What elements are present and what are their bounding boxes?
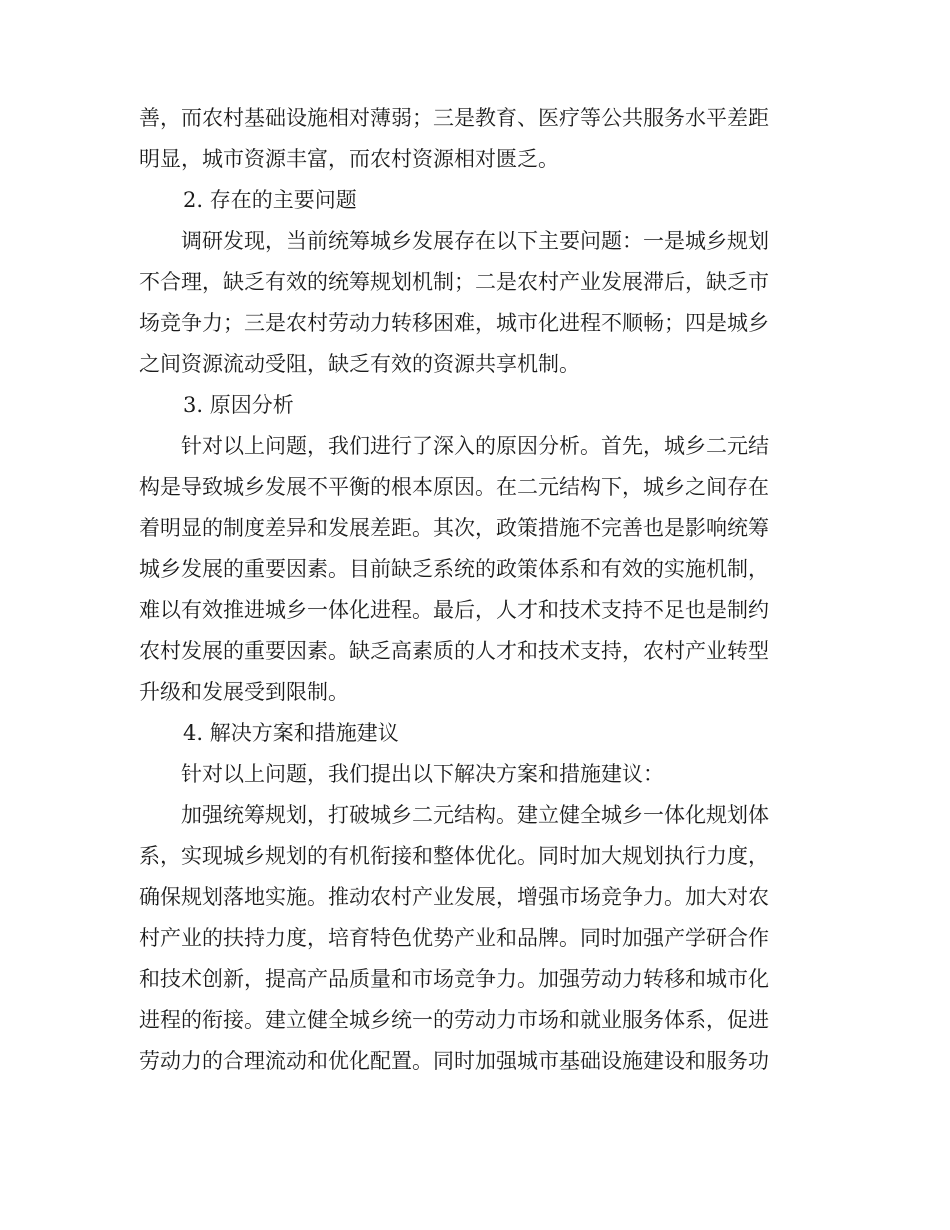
text-line: 明显，城市资源丰富，而农村资源相对匮乏。 [139,147,559,171]
text-line: 调研发现，当前统筹城乡发展存在以下主要问题：一是城乡规划 [181,229,769,253]
paragraph-public-services [139,98,804,180]
text-line: 和技术创新，提高产品质量和市场竞争力。加强劳动力转移和城市化 [139,967,769,991]
section-heading-cause-analysis [139,385,804,426]
text-line: 针对以上问题，我们提出以下解决方案和措施建议： [181,762,664,786]
text-line: 加强统筹规划，打破城乡二元结构。建立健全城乡一体化规划体 [181,803,769,827]
text-line: 农村发展的重要因素。缺乏高素质的人才和技术支持，农村产业转型 [139,639,769,663]
text-line: 升级和发展受到限制。 [139,680,349,704]
paragraph-main-problems [139,221,804,385]
text-line: 针对以上问题，我们进行了深入的原因分析。首先，城乡二元结 [181,434,769,458]
text-line: 不合理，缺乏有效的统筹规划机制；二是农村产业发展滞后，缺乏市 [139,270,769,294]
paragraph-solutions-detail [139,795,804,1082]
text-line: 着明显的制度差异和发展差距。其次，政策措施不完善也是影响统筹 [139,516,769,540]
text-line: 劳动力的合理流动和优化配置。同时加强城市基础设施建设和服务功 [139,1049,769,1073]
text-line: 善，而农村基础设施相对薄弱；三是教育、医疗等公共服务水平差距 [139,106,769,130]
heading-text: 4. 解决方案和措施建议 [183,721,399,745]
heading-text: 3. 原因分析 [183,393,294,417]
paragraph-cause-analysis [139,426,804,713]
document-body [139,98,804,1082]
text-line: 难以有效推进城乡一体化进程。最后，人才和技术支持不足也是制约 [139,598,769,622]
text-line: 进程的衔接。建立健全城乡统一的劳动力市场和就业服务体系，促进 [139,1008,769,1032]
text-line: 城乡发展的重要因素。目前缺乏系统的政策体系和有效的实施机制， [139,557,769,581]
section-heading-solutions [139,713,804,754]
text-line: 构是导致城乡发展不平衡的根本原因。在二元结构下，城乡之间存在 [139,475,769,499]
section-heading-main-problems [139,180,804,221]
text-line: 场竞争力；三是农村劳动力转移困难，城市化进程不顺畅；四是城乡 [139,311,769,335]
text-line: 之间资源流动受阻，缺乏有效的资源共享机制。 [139,352,580,376]
text-line: 确保规划落地实施。推动农村产业发展，增强市场竞争力。加大对农 [139,885,769,909]
text-line: 村产业的扶持力度，培育特色优势产业和品牌。同时加强产学研合作 [139,926,769,950]
text-line: 系，实现城乡规划的有机衔接和整体优化。同时加大规划执行力度， [139,844,769,868]
paragraph-solutions-intro [139,754,804,795]
heading-text: 2. 存在的主要问题 [183,188,357,212]
